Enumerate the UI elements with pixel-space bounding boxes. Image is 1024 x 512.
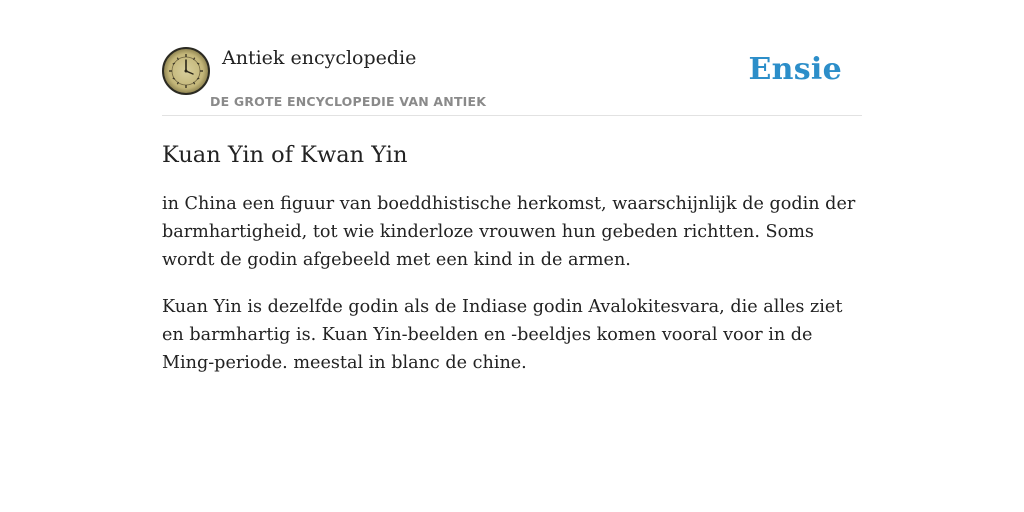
site-title[interactable]: Antiek encyclopedie [222,47,417,69]
site-subtitle: DE GROTE ENCYCLOPEDIE VAN ANTIEK [210,94,487,109]
site-header [162,44,862,116]
entry-title: Kuan Yin of Kwan Yin [162,142,408,168]
entry-content [162,140,862,396]
clock-icon[interactable] [162,47,210,95]
brand-logo-link[interactable]: Ensie [748,52,842,87]
entry-paragraph: in China een figuur van boeddhistische herkomst, waarschijnlijk de godin der barmhartigheid, tot wie kinderloze vrouwen hun gebeden richtten. Soms wordt de godin afgebeeld met een kind in de armen. [162,194,856,270]
entry-paragraph: Kuan Yin is dezelfde godin als de Indiase godin Avalokitesvara, die alles ziet en barmhartig is. Kuan Yin-beelden en -beeldjes komen vooral voor in de Ming-periode. meestal in blanc de chine. [162,297,843,373]
